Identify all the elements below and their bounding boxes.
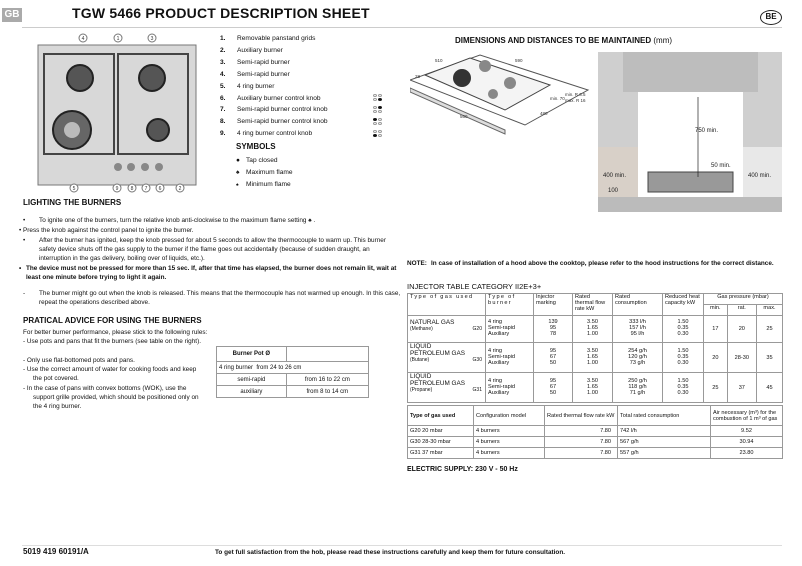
callout-8: 8 — [130, 186, 134, 192]
lighting-warning: • The device must not be pressed for more than 15 sec. If, after that time has elapsed, the burner does not remain lit, wait at least one minute before trying to light it again. — [19, 265, 397, 281]
list-item: 4. Semi-rapid burner — [220, 71, 290, 78]
list-item: 2. Auxiliary burner — [220, 47, 283, 54]
svg-text:100: 100 — [608, 188, 619, 194]
svg-text:28: 28 — [415, 74, 421, 79]
table-row: NATURAL GAS (Methane) G20 4 ring Semi-rapid Auxiliary 139 95 78 3.50 1.65 1.00 333 l/h 157 l/h 95 l/h 1.50 0.35 0.30 17 20 25 — [408, 316, 783, 343]
hob-dimensions-diagram — [410, 50, 590, 170]
consumption-table: Type of gas used Configuration model Rated thermal flow rate kW Total rated consumption Air necessary (m³) for the combustion of 1 m³ of gas G20 20 mbar 4 burners 7.80 742 l/h 9.52 G30 28-30 mbar 4 burners 7.80 567 g/h 30.94 G31 37 mbar 4 burners 7.80 557 g/h 23.80 — [407, 405, 783, 459]
lighting-step: - The burner might go out when the knob is released. This means that the thermocouple has not warmed up enough. In this case, repeat the operations described above. — [23, 290, 401, 307]
injector-table-title: INJECTOR TABLE CATEGORY II2E+3+ — [407, 282, 542, 291]
knob-position-icon — [373, 118, 383, 125]
page-title: TGW 5466 PRODUCT DESCRIPTION SHEET — [72, 5, 370, 21]
symbol-item: ♠ Maximum flame — [236, 169, 293, 176]
lighting-step: • After the burner has ignited, keep the knob pressed for about 5 seconds to allow the thermocouple to warm up. This burner safety device shuts off the gas supply to the burner if the flame goes out accidentally (because of sudden draught, an interruption in the gas delivery, boiling over of liquids, etc.). — [23, 237, 386, 263]
advice-item: - Only use flat-bottomed pots and pans. — [23, 357, 135, 364]
min-flame-icon: ♠ — [236, 182, 239, 188]
callout-2: 2 — [178, 186, 182, 192]
region-badge: BE — [760, 10, 782, 25]
hob-top-view-illustration — [30, 30, 205, 195]
list-item: 9. 4 ring burner control knob — [220, 130, 313, 137]
table-row: auxiliary from 8 to 14 cm — [217, 386, 369, 398]
injector-table: Type of gas used Type of burner Injector marking Rated thermal flow rate kW Rated consumption Reduced heat capacity kW Gas pressure (mbar) min. rat. max. NATURAL GAS (Methane) G20 4 ring Semi-rapid Auxiliary 139 95 78 3.50 1.65 1.00 333 l/h 157 l/h 95 l/h 1.50 0.35 0.30 17 20 25 LIQUID PETROLEUM GAS (Butane) G30 4 ring Semi-rapid Auxiliary 95 67 50 3.50 1.65 1.00 254 g/h 120 g/h 73 g/h 1.50 0.35 0.30 20 28-30 35 LIQUID PETROLEUM GAS (Propane) G31 4 ring Semi-rapid Auxiliary 95 67 50 3.50 1.65 1.00 250 g/h 118 g/h 71 g/h 1.50 0.35 0.30 25 37 45 — [407, 293, 783, 403]
knob-position-icon — [373, 130, 383, 137]
svg-text:400 min.: 400 min. — [603, 173, 627, 179]
knob-position-icon — [373, 94, 383, 101]
list-item: 7. Semi-rapid burner control knob — [220, 106, 328, 113]
advice-item: - Use the correct amount of water for cooking foods and keep the pot covered. — [23, 366, 197, 383]
svg-text:min. R 6.5: min. R 6.5 — [565, 92, 586, 97]
table-row: G31 37 mbar 4 burners 7.80 557 g/h 23.80 — [408, 448, 783, 459]
electric-supply: ELECTRIC SUPPLY: 230 V - 50 Hz — [407, 466, 518, 473]
svg-text:510: 510 — [435, 58, 443, 63]
svg-text:590: 590 — [515, 58, 523, 63]
pot-table-header: Burner Pot Ø — [217, 347, 287, 362]
pot-size-table — [216, 346, 369, 398]
lighting-step: • Press the knob against the control panel to ignite the burner. — [19, 227, 194, 234]
advice-item: - In the case of pans with convex bottoms (WOK), use the support grille provided, which should be positioned only on the 4 ring burner. — [23, 385, 199, 411]
svg-text:560: 560 — [460, 114, 468, 119]
list-item: 8. Semi-rapid burner control knob — [220, 118, 328, 125]
callout-1: 1 — [116, 36, 120, 42]
svg-text:750 min.: 750 min. — [695, 128, 719, 134]
advice-heading: PRATICAL ADVICE FOR USING THE BURNERS — [23, 316, 202, 325]
header-divider — [22, 27, 782, 28]
table-row: G30 28-30 mbar 4 burners 7.80 567 g/h 30.94 — [408, 437, 783, 448]
callout-3: 3 — [150, 36, 154, 42]
svg-text:max. R 16: max. R 16 — [565, 98, 586, 103]
footer-note: To get full satisfaction from the hob, please read these instructions carefully and keep them for future consultation. — [215, 549, 566, 556]
max-flame-icon: ♠ . — [308, 217, 316, 224]
callout-4: 4 — [81, 36, 85, 42]
table-row: 4 ring burner from 24 to 26 cm — [217, 362, 369, 374]
advice-item: - Use pots and pans that fit the burners (see table on the right). — [23, 338, 201, 345]
callout-7: 7 — [144, 186, 148, 192]
country-badge: GB — [2, 8, 22, 22]
advice-intro: For better burner performance, please stick to the following rules: — [23, 329, 208, 336]
list-item: 6. Auxiliary burner control knob — [220, 95, 321, 102]
lighting-heading: LIGHTING THE BURNERS — [23, 198, 122, 207]
hood-note: NOTE: In case of installation of a hood above the cooktop, please refer to the hood instructions for the correct distance. — [407, 260, 774, 267]
document-code: 5019 419 60191/A — [23, 547, 89, 556]
lighting-step: • To ignite one of the burners, turn the relative knob anti-clockwise to the maximum flame setting ♠ . — [23, 217, 316, 224]
svg-text:480: 480 — [540, 111, 548, 116]
tap-closed-icon: ● — [236, 157, 240, 164]
dimensions-heading: DIMENSIONS AND DISTANCES TO BE MAINTAINED (mm) — [455, 36, 673, 45]
symbol-item: ♠ Minimum flame — [236, 181, 291, 188]
symbol-item: ● Tap closed — [236, 157, 278, 164]
list-item: 1. Removable panstand grids — [220, 35, 316, 42]
table-row: G20 20 mbar 4 burners 7.80 742 l/h 9.52 — [408, 426, 783, 437]
table-row: LIQUID PETROLEUM GAS (Propane) G31 4 ring Semi-rapid Auxiliary 95 67 50 3.50 1.65 1.00 250 g/h 118 g/h 71 g/h 1.50 0.35 0.30 25 37 45 — [408, 373, 783, 403]
svg-text:min. 70: min. 70 — [550, 96, 565, 101]
table-row: semi-rapid from 16 to 22 cm — [217, 374, 369, 386]
callout-5: 5 — [72, 186, 76, 192]
max-flame-icon: ♠ — [236, 169, 240, 176]
list-item: 3. Semi-rapid burner — [220, 59, 290, 66]
list-item: 5. 4 ring burner — [220, 83, 275, 90]
svg-text:50 min.: 50 min. — [711, 163, 731, 169]
callout-6: 6 — [158, 186, 162, 192]
callout-9: 9 — [115, 186, 119, 192]
symbols-heading: SYMBOLS — [236, 142, 276, 151]
footer-divider — [22, 545, 782, 546]
knob-position-icon — [373, 106, 383, 113]
table-row: LIQUID PETROLEUM GAS (Butane) G30 4 ring Semi-rapid Auxiliary 95 67 50 3.50 1.65 1.00 254 g/h 120 g/h 73 g/h 1.50 0.35 0.30 20 28-30 35 — [408, 343, 783, 373]
hood-clearance-diagram — [598, 52, 782, 212]
svg-text:400 min.: 400 min. — [748, 173, 772, 179]
